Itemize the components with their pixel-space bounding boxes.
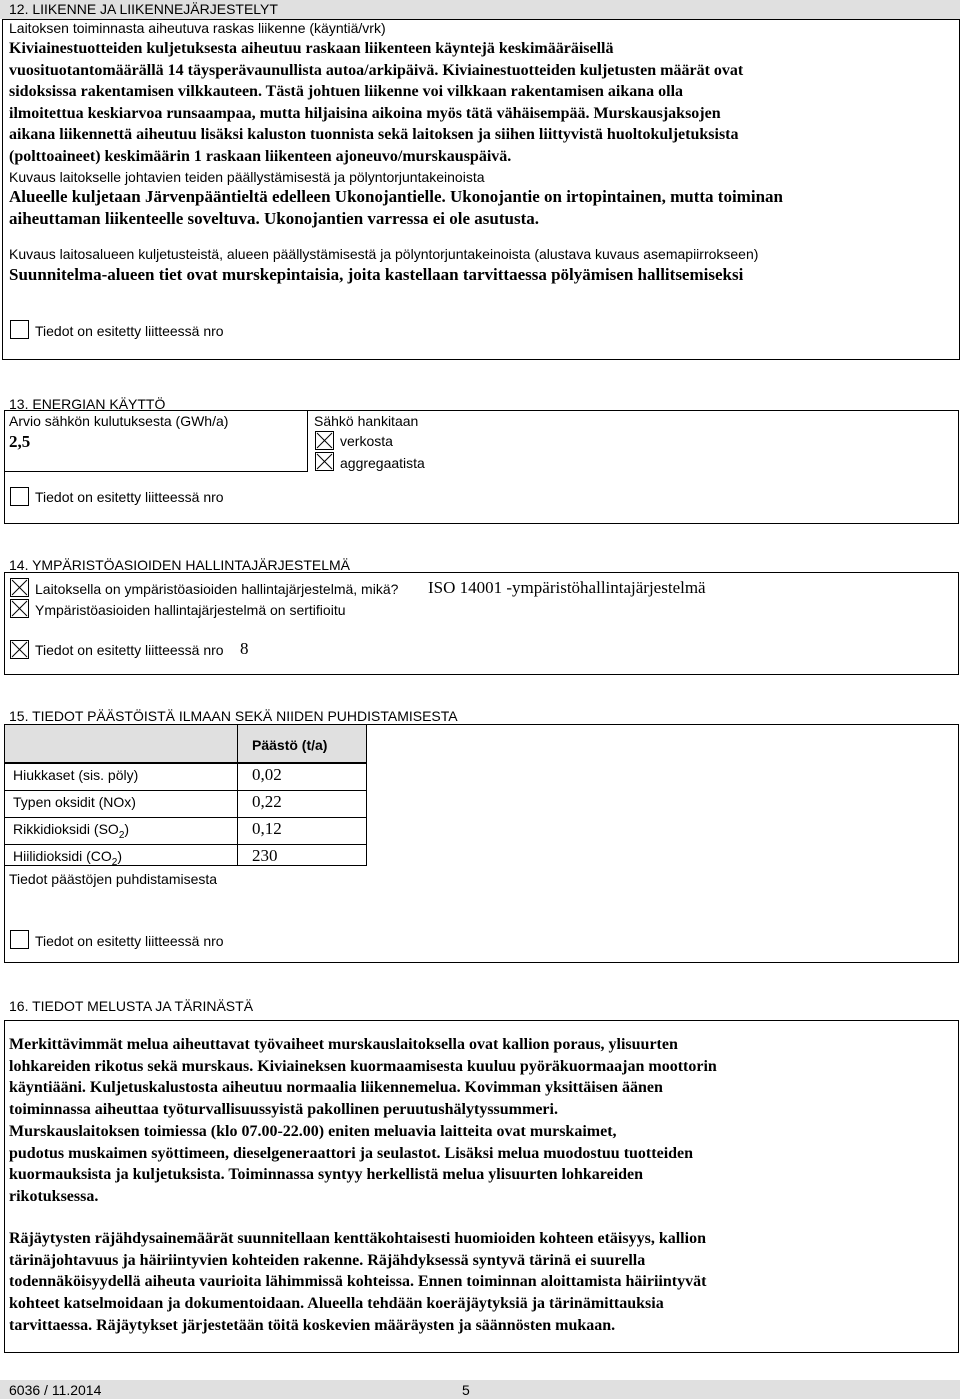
section-15-title: 15. TIEDOT PÄÄSTÖISTÄ ILMAAN SEKÄ NIIDEN PUHDISTAMISESTA	[9, 708, 458, 724]
text-line: vuosituotantomäärällä 14 täysperävaunullista autoa/arkipäivä. Kiviainestuotteiden kuljetusten määrät ovat	[9, 61, 744, 79]
form-code: 6036 / 11.2014	[9, 1382, 102, 1398]
ems-label: Laitoksella on ympäristöasioiden hallintajärjestelmä, mikä?	[35, 581, 399, 597]
text-line: Alueelle kuljetaan Järvenpääntieltä edelleen Ukonojantielle. Ukonojantie on irtopintainen, mutta toiminan	[9, 187, 783, 206]
text-line: Kiviainestuotteiden kuljetuksesta aiheutuu raskaan liikenteen käyntejä keskimääräisellä	[9, 40, 614, 57]
emission-row-value: 0,22	[252, 792, 282, 811]
area-label: Kuvaus laitosalueen kuljetusteistä, alueen päällystämisestä ja pölyntorjuntakeinoista (alustava kuvaus asemapiirrokseen)	[9, 246, 759, 262]
emission-row-value: 230	[252, 846, 278, 865]
noise-description	[9, 1034, 954, 1208]
emission-row-label: Rikkidioksidi $(SO_2)$	[13, 821, 130, 841]
text-line: (polttoaineet) keskimäärin 1 raskaan liikenteen ajoneuvo/murskauspäivä.	[9, 147, 512, 165]
text-line: rikotuksessa.	[9, 1187, 99, 1205]
s13-attachment-checkbox[interactable]	[10, 487, 29, 506]
text-line: todennäköisyydellä aiheuta vaurioita lähimmissä kohteissa. Ennen toiminnan aloittamista häiriintyvät	[9, 1273, 707, 1291]
text-line: Merkittävimmät melua aiheuttavat työvaiheet murskauslaitoksella ovat kallion poraus, ylisuurten	[9, 1036, 678, 1053]
section-12-header	[0, 0, 960, 19]
page-number: 5	[462, 1382, 470, 1398]
text-line: Murskauslaitoksen toimiessa (klo 07.00-22.00) eniten meluavia laitteita ovat murskaimet,	[9, 1122, 617, 1140]
roads-label: Kuvaus laitokselle johtavien teiden päällystämisestä ja pölyntorjuntakeinoista	[9, 169, 485, 185]
s14-attachment-checkbox[interactable]	[10, 640, 29, 659]
text-line: Räjäytysten räjähdysainemäärät suunnitellaan kenttäkohtaisesti huomioiden kohteen etäisyys, kallion	[9, 1230, 706, 1247]
section-13-title: 13. ENERGIAN KÄYTTÖ	[9, 396, 166, 412]
text-line: kuormauksista ja kuljetuksista. Toiminnassa syntyy herkellistä melua ylisuurten lohkareiden	[9, 1166, 644, 1184]
s14-attachment-label: Tiedot on esitetty liitteessä nro	[35, 642, 224, 658]
text-line: tarvittaessa. Räjäytykset järjestetään töitä koskevien määräysten ja säännösten mukaan.	[9, 1316, 616, 1334]
row-divider	[4, 844, 367, 845]
text-line: ilmoitettua keskiarvoa runsaampaa, mutta hiljaisina aikoina myös tätä vähäisempää. Murskausjaksojen	[9, 104, 721, 122]
text-line: sidoksissa rakentamisen vilkkauteen. Tästä johtuen liikenne voi vilkkaan rakentamisen aikana olla	[9, 83, 684, 100]
s12-attachment-checkbox[interactable]	[10, 320, 29, 339]
emission-row-value: 0,12	[252, 819, 282, 838]
emission-row-label: Typen oksidit (NOx)	[13, 794, 136, 810]
electricity-usage-label: Arvio sähkön kulutuksesta (GWh/a)	[9, 413, 229, 429]
s15-attachment-checkbox[interactable]	[10, 930, 29, 949]
s14-attachment-number: 8	[240, 639, 249, 658]
text-line: lohkareiden rikotus sekä murskaus. Kiviaineksen kuormaamisesta kuuluu pyöräkuormaajan moottorin	[9, 1057, 717, 1075]
text-line: aikana liikennettä aiheutuu lisäksi kaluston tuonnista sekä laitoksen ja siihen liittyvistä huoltokuljetuksista	[9, 126, 739, 143]
emission-cleaning-label: Tiedot päästöjen puhdistamisesta	[9, 871, 218, 887]
row-divider	[4, 790, 367, 791]
emission-row-label: Hiukkaset (sis. pöly)	[13, 767, 139, 783]
traffic-label: Laitoksen toiminnasta aiheutuva raskas liikenne (käyntiä/vrk)	[9, 20, 386, 36]
emissions-header-divider	[4, 763, 367, 764]
ems-checkbox[interactable]	[10, 578, 29, 597]
roads-description	[9, 186, 954, 229]
area-description: Suunnitelma-alueen tiet ovat murskepintaisia, joita kastellaan tarvittaessa pölyämisen hallitsemiseksi	[9, 265, 744, 284]
text-line: toiminnassa aiheuttaa työturvallisuussyistä pakollinen peruutushälytyssummeri.	[9, 1101, 558, 1119]
s13-attachment-label: Tiedot on esitetty liitteessä nro	[35, 489, 224, 505]
emission-row-value: 0,02	[252, 765, 282, 784]
traffic-description	[9, 38, 954, 167]
section-12-title: 12. LIIKENNE JA LIIKENNEJÄRJESTELYT	[9, 1, 278, 17]
electricity-usage-value: 2,5	[9, 432, 31, 451]
text-line: käyntiääni. Kuljetuskalustosta aiheutuu normaalia liikennemelua. Kovimman yksittäisen äänen	[9, 1079, 663, 1097]
s12-attachment-label: Tiedot on esitetty liitteessä nro	[35, 323, 224, 339]
emission-row-label: Hiilidioksidi $(CO_2)$	[13, 848, 123, 868]
text-line: aiheuttaman liikenteelle soveltuva. Ukonojantien varressa ei ole asutusta.	[9, 208, 539, 228]
source-generator-label: aggregaatista	[340, 455, 425, 471]
source-generator-checkbox[interactable]	[315, 452, 334, 471]
ems-certified-label: Ympäristöasioiden hallintajärjestelmä on sertifioitu	[35, 602, 346, 618]
section-14-title: 14. YMPÄRISTÖASIOIDEN HALLINTAJÄRJESTELMÄ	[9, 557, 351, 573]
s13-column-divider	[307, 410, 308, 472]
ems-certified-checkbox[interactable]	[10, 599, 29, 618]
text-line: pudotus muskaimen syöttimeen, dieselgeneraattori ja seulastot. Lisäksi melua muodostuu tuotteiden	[9, 1144, 694, 1162]
ems-value: ISO 14001 -ympäristöhallintajärjestelmä	[428, 578, 706, 597]
row-divider	[4, 817, 367, 818]
emissions-column-header: Päästö (t/a)	[252, 737, 328, 753]
footer-bar	[0, 1380, 960, 1399]
section-16-title: 16. TIEDOT MELUSTA JA TÄRINÄSTÄ	[9, 998, 254, 1014]
text-line: kohteet katselmoidaan ja dokumentoidaan. Alueella tehdään koeräjäytyksiä ja tärinämittauksia	[9, 1295, 664, 1313]
electricity-source-label: Sähkö hankitaan	[314, 413, 419, 429]
text-line: tärinäjohtavuus ja häiriintyvien kohteiden rakenne. Räjähdyksessä syntyvä tärinä ei suurella	[9, 1251, 646, 1269]
s13-row-divider	[4, 471, 308, 472]
vibration-description	[9, 1228, 954, 1337]
s15-attachment-label: Tiedot on esitetty liitteessä nro	[35, 933, 224, 949]
source-grid-label: verkosta	[340, 433, 393, 449]
source-grid-checkbox[interactable]	[315, 431, 334, 450]
